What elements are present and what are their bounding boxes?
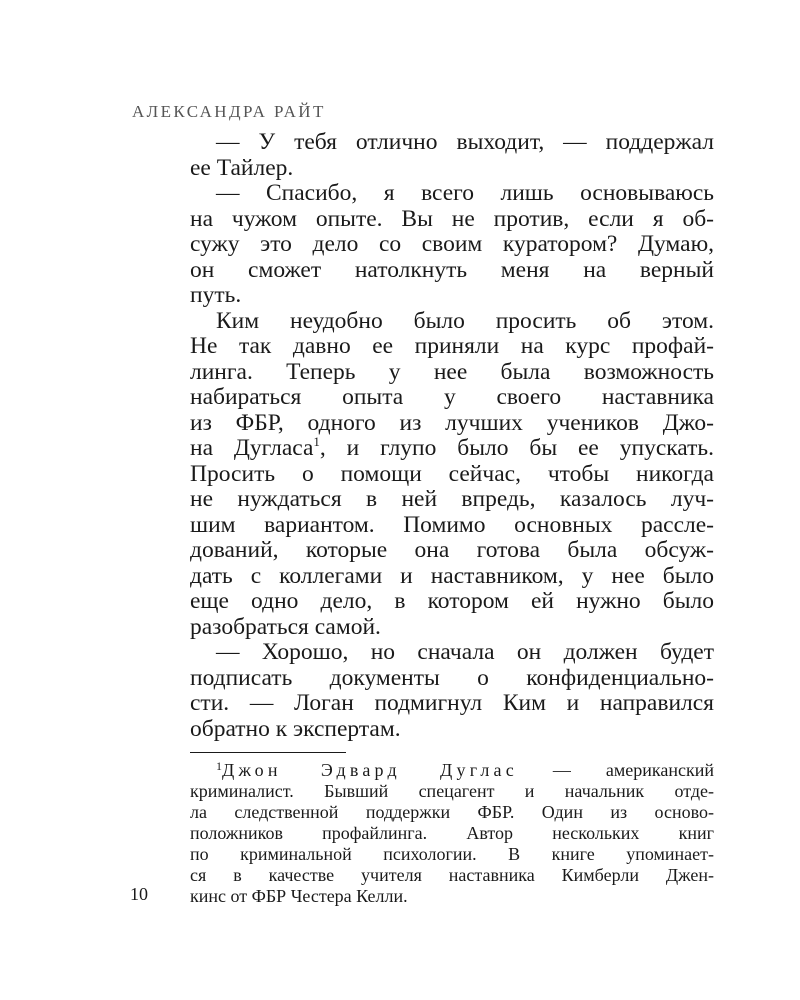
text-line: Просить о помощи сейчас, чтобы никогда (190, 460, 714, 487)
body-text (190, 130, 714, 742)
footnote-name: Джон Эдвард Дуглас (222, 760, 518, 780)
footnote (190, 760, 714, 907)
footnote-reference: 1 (313, 434, 320, 449)
text-line: разобраться самой. (190, 613, 381, 640)
footnote-line: положников профайлинга. Автор нескольких книг (190, 823, 714, 843)
text-line: обратно к экспертам. (190, 715, 401, 742)
text-fragment: на Дугласа (190, 435, 314, 461)
text-line: дать с коллегами и наставником, у нее было (190, 562, 714, 589)
footnote-line: по криминальной психологии. В книге упоминает- (190, 844, 714, 864)
running-head: АЛЕКСАНДРА РАЙТ (132, 102, 326, 121)
footnote-line: ся в качестве учителя наставника Кимберли Джен- (190, 865, 714, 885)
footnote-line: криминалист. Бывший спецагент и начальник отде- (190, 781, 714, 801)
text-line: сужу это дело со своим куратором? Думаю, (190, 231, 714, 257)
text-line: — Спасибо, я всего лишь основываюсь (216, 180, 714, 206)
footnote-divider (190, 752, 346, 753)
text-line: еще одно дело, в котором ей нужно было (190, 588, 714, 614)
text-line: Ким неудобно было просить об этом. (216, 307, 714, 334)
text-line: на чужом опыте. Вы не против, если я об- (190, 205, 714, 232)
text-line: линга. Теперь у нее была возможность (190, 358, 714, 385)
footnote-marker: 1 (216, 759, 222, 773)
text-line: ее Тайлер. (190, 154, 294, 181)
text-line: шим вариантом. Помимо основных рассле- (190, 511, 714, 538)
footnote-line: ла следственной поддержки ФБР. Один из осново- (190, 802, 714, 822)
footnote-line: кинс от ФБР Честера Келли. (190, 886, 408, 906)
text-line: — Хорошо, но сначала он должен будет (216, 639, 714, 665)
text-line: набираться опыта у своего наставника (190, 384, 714, 410)
text-line: он сможет натолкнуть меня на верный (190, 256, 714, 283)
text-line-with-footnote (190, 436, 714, 462)
text-line: — У тебя отлично выходит, — поддержал (216, 129, 714, 155)
footnote-line (190, 760, 714, 781)
text-line: дований, которые она готова была обсуж- (190, 537, 714, 563)
footnote-text: — американский (517, 760, 714, 780)
page-number: 10 (130, 884, 148, 904)
text-line: подписать документы о конфиденциально- (190, 664, 714, 691)
text-line: не нуждаться в ней впредь, казалось луч- (190, 486, 714, 512)
text-line: из ФБР, одного из лучших учеников Джо- (190, 409, 714, 436)
text-line: сти. — Логан подмигнул Ким и направился (190, 690, 714, 716)
text-fragment: , и глупо было бы ее упускать. (319, 435, 714, 461)
text-line: путь. (190, 282, 242, 308)
text-line: Не так давно ее приняли на курс профай- (190, 333, 714, 359)
